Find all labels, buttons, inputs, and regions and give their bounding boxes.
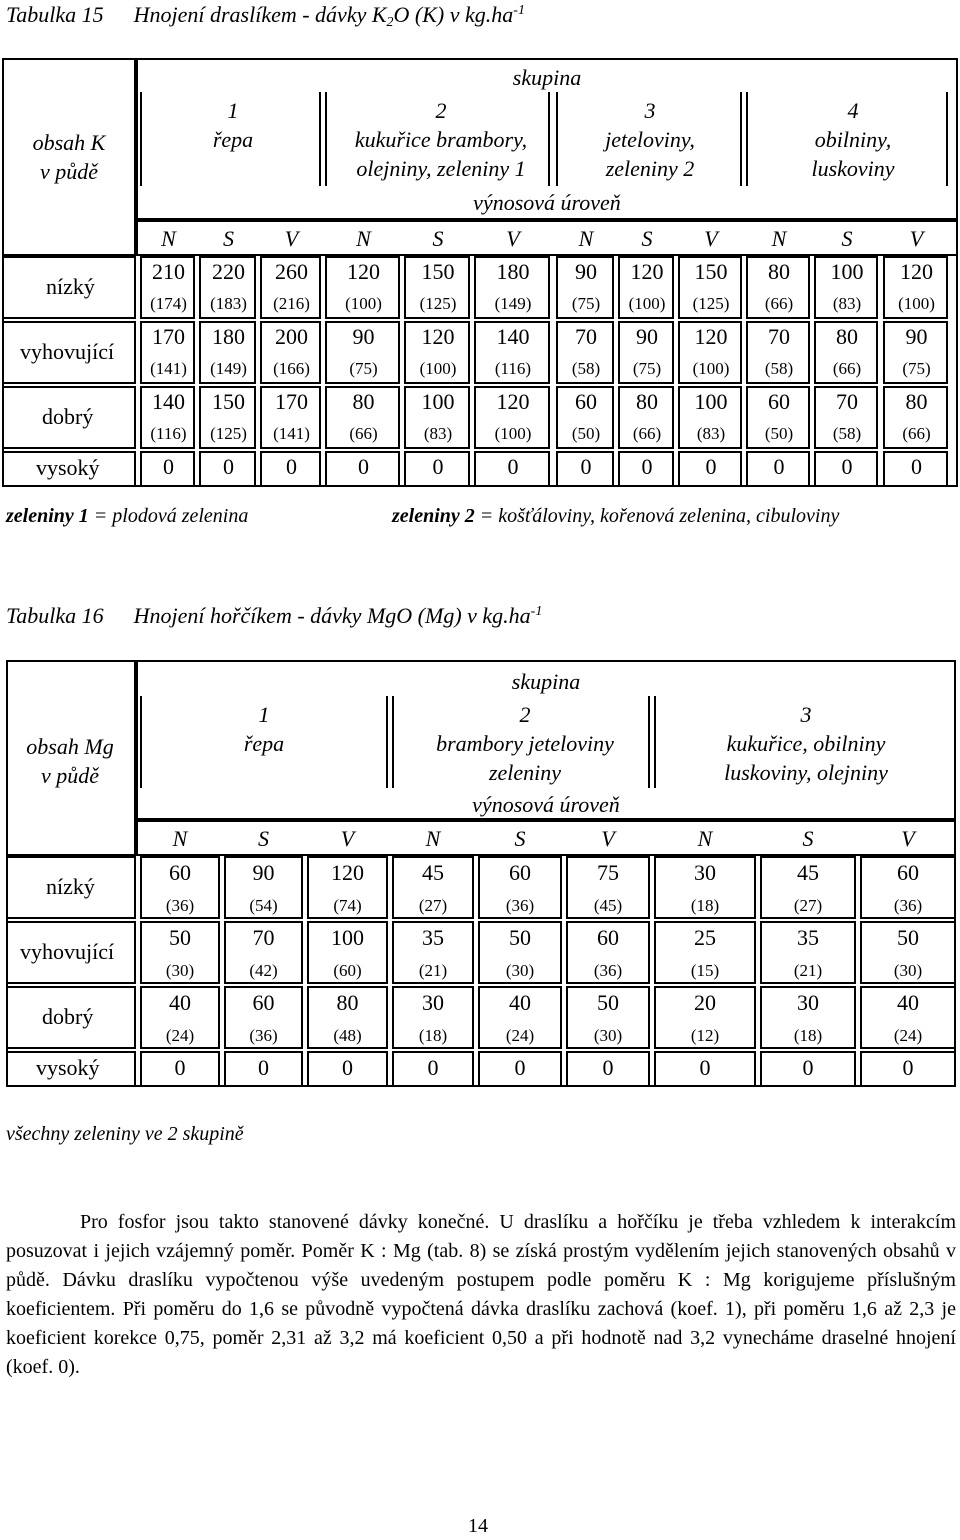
table15-note-left (6, 505, 248, 528)
element-value: (21) (793, 961, 823, 980)
dose-value: 0 (580, 454, 592, 479)
dose-value: 80 (905, 389, 928, 414)
dose-value: 150 (421, 259, 455, 284)
table16-caption-label: Tabulka 16 (6, 603, 104, 628)
dose-value: 140 (152, 389, 185, 414)
dose-value: 100 (421, 389, 455, 414)
group-label: skupina (512, 65, 582, 90)
element-value: (54) (249, 896, 278, 915)
element-value: (116) (494, 359, 532, 378)
row-label: dobrý (42, 404, 94, 429)
caption-text-part: Hnojení draslíkem - dávky K (133, 2, 387, 27)
element-value: (42) (249, 961, 278, 980)
level-letter: S (432, 226, 444, 251)
table15-caption-text (134, 2, 525, 31)
dose-value: 0 (174, 1055, 186, 1080)
dose-value: 100 (331, 925, 364, 950)
element-value: (183) (210, 294, 247, 313)
dose-value: 70 (252, 925, 275, 950)
element-value: (141) (150, 359, 187, 378)
dose-value: 0 (841, 454, 853, 479)
level-letter: S (641, 226, 653, 251)
row-header-line: v půdě (40, 763, 100, 788)
element-value: (21) (418, 961, 448, 980)
element-value: (30) (505, 961, 535, 980)
dose-value: 0 (773, 454, 785, 479)
element-value: (18) (690, 896, 720, 915)
dose-value: 80 (768, 259, 790, 284)
dose-value: 0 (286, 454, 297, 479)
level-letter: V (704, 226, 718, 251)
element-value: (58) (571, 359, 601, 378)
dose-value: 60 (768, 389, 790, 414)
group-name: olejniny, zeleniny 1 (356, 156, 526, 181)
dose-value: 80 (352, 389, 375, 414)
element-value: (83) (832, 294, 862, 313)
dose-value: 0 (163, 454, 174, 479)
dose-value: 50 (169, 925, 191, 950)
dose-value: 90 (905, 324, 928, 349)
group-name: kukuřice, obilniny (726, 731, 886, 756)
element-value: (149) (494, 294, 532, 313)
dose-value: 180 (212, 324, 245, 349)
dose-value: 90 (575, 259, 597, 284)
table15-note-right (392, 505, 839, 528)
dose-value: 60 (575, 389, 597, 414)
element-value: (75) (349, 359, 378, 378)
element-value: (66) (764, 294, 794, 313)
dose-value: 0 (427, 1055, 439, 1080)
dose-value: 60 (597, 925, 619, 950)
level-letter: V (340, 826, 355, 851)
level-letter: N (697, 826, 713, 851)
element-value: (75) (632, 359, 662, 378)
element-value: (30) (593, 1026, 623, 1045)
dose-value: 60 (509, 860, 531, 885)
caption-text-part: Hnojení hořčíkem - dávky MgO (Mg) v kg.ha (133, 603, 531, 628)
group-number: 1 (227, 98, 239, 123)
table16-caption-text (134, 603, 543, 629)
element-value: (30) (893, 961, 923, 980)
element-value: (50) (571, 424, 601, 443)
level-letter: S (514, 826, 526, 851)
dose-value: 0 (507, 454, 519, 479)
dose-value: 0 (342, 1055, 353, 1080)
dose-value: 120 (694, 324, 728, 349)
dose-value: 80 (636, 389, 658, 414)
level-letter: N (578, 226, 594, 251)
page-number: 14 (468, 1515, 488, 1537)
level-letter: V (506, 226, 520, 251)
group-name: zeleniny (488, 760, 562, 785)
caption-subscript: 2 (386, 15, 394, 30)
group-name: luskoviny (811, 156, 895, 181)
dose-value: 200 (275, 324, 308, 349)
dose-value: 40 (169, 990, 191, 1015)
body-paragraph (6, 1208, 956, 1382)
table15-frame (2, 58, 958, 487)
row-label: nízký (46, 874, 95, 899)
level-label: výnosová úroveň (473, 190, 621, 215)
dose-value: 0 (641, 454, 653, 479)
element-value: (24) (505, 1026, 535, 1045)
level-letter: S (258, 826, 269, 851)
dose-value: 100 (830, 259, 864, 284)
dose-value: 90 (636, 324, 658, 349)
element-value: (36) (893, 896, 923, 915)
dose-value: 0 (514, 1055, 526, 1080)
level-label: výnosová úroveň (472, 792, 620, 817)
element-value: (27) (418, 896, 448, 915)
group-name: luskoviny, olejniny (724, 760, 888, 785)
dose-value: 170 (275, 389, 308, 414)
table15-caption-label: Tabulka 15 (6, 2, 104, 27)
group-name: brambory jeteloviny (436, 731, 614, 756)
dose-value: 260 (275, 259, 308, 284)
level-letter: N (771, 226, 787, 251)
element-value: (27) (793, 896, 823, 915)
element-value: (60) (333, 961, 362, 980)
group-number: 1 (258, 702, 270, 727)
dose-value: 40 (897, 990, 919, 1015)
table15-caption (6, 2, 525, 31)
note-text: = košťáloviny, kořenová zelenina, cibuloviny (474, 505, 840, 527)
element-value: (100) (692, 359, 730, 378)
dose-value: 120 (347, 259, 380, 284)
group-number: 3 (644, 98, 656, 123)
group-number: 3 (800, 702, 812, 727)
dose-value: 30 (694, 860, 716, 885)
group-label: skupina (511, 669, 581, 694)
note-term: zeleniny 2 (392, 505, 475, 527)
element-value: (58) (832, 424, 862, 443)
caption-superscript: -1 (530, 604, 543, 619)
element-value: (48) (333, 1026, 362, 1045)
element-value: (149) (210, 359, 247, 378)
element-value: (116) (150, 424, 187, 443)
dose-value: 80 (336, 990, 359, 1015)
dose-value: 50 (509, 925, 531, 950)
dose-value: 50 (897, 925, 919, 950)
dose-value: 90 (252, 860, 275, 885)
element-value: (18) (793, 1026, 823, 1045)
element-value: (45) (593, 896, 623, 915)
element-value: (83) (423, 424, 453, 443)
element-value: (15) (690, 961, 720, 980)
row-label: nízký (46, 274, 95, 299)
dose-value: 20 (694, 990, 716, 1015)
dose-value: 220 (212, 259, 245, 284)
element-value: (50) (764, 424, 794, 443)
group-name: obilniny, (814, 127, 892, 152)
caption-superscript: -1 (513, 3, 525, 18)
dose-value: 35 (422, 925, 444, 950)
element-value: (125) (210, 424, 247, 443)
element-value: (66) (349, 424, 378, 443)
row-label: vyhovující (20, 939, 115, 964)
dose-value: 0 (258, 1055, 269, 1080)
group-name: jeteloviny, (605, 127, 695, 152)
level-letter: V (901, 826, 915, 851)
dose-value: 60 (169, 860, 191, 885)
element-value: (66) (902, 424, 931, 443)
dose-value: 35 (797, 925, 819, 950)
dose-value: 140 (496, 324, 530, 349)
element-value: (74) (333, 896, 362, 915)
dose-value: 0 (432, 454, 444, 479)
dose-value: 45 (422, 860, 444, 885)
dose-value: 210 (152, 259, 185, 284)
dose-value: 25 (694, 925, 716, 950)
element-value: (174) (150, 294, 187, 313)
element-value: (141) (273, 424, 310, 443)
dose-value: 120 (496, 389, 530, 414)
dose-value: 150 (212, 389, 245, 414)
element-value: (18) (418, 1026, 448, 1045)
element-value: (100) (628, 294, 666, 313)
dose-value: 120 (421, 324, 455, 349)
dose-value: 0 (802, 1055, 814, 1080)
level-letter: N (356, 226, 371, 251)
element-value: (36) (249, 1026, 278, 1045)
dose-value: 120 (331, 860, 364, 885)
dose-value: 0 (699, 1055, 711, 1080)
element-value: (125) (692, 294, 730, 313)
element-value: (36) (505, 896, 535, 915)
element-value: (100) (345, 294, 382, 313)
element-value: (100) (419, 359, 457, 378)
group-number: 2 (519, 702, 531, 727)
element-value: (166) (273, 359, 310, 378)
group-name: řepa (243, 731, 285, 756)
dose-value: 120 (900, 259, 933, 284)
element-value: (24) (165, 1026, 195, 1045)
level-letter: S (802, 826, 814, 851)
dose-value: 70 (836, 389, 858, 414)
row-label: vysoký (36, 1055, 100, 1080)
dose-value: 0 (602, 1055, 614, 1080)
caption-text-part: O (K) v kg.ha (393, 2, 514, 27)
dose-value: 50 (597, 990, 619, 1015)
dose-value: 60 (897, 860, 919, 885)
group-name: řepa (212, 127, 254, 152)
level-letter: S (223, 226, 234, 251)
table16-frame (6, 660, 956, 1087)
dose-value: 0 (705, 454, 717, 479)
table16-caption (6, 603, 542, 629)
dose-value: 45 (797, 860, 819, 885)
group-name: zeleniny 2 (605, 156, 695, 181)
dose-value: 180 (496, 259, 530, 284)
element-value: (58) (764, 359, 794, 378)
element-value: (125) (419, 294, 457, 313)
dose-value: 90 (352, 324, 375, 349)
row-header-line: obsah K (32, 130, 106, 155)
dose-value: 70 (768, 324, 790, 349)
level-letter: N (161, 226, 176, 251)
element-value: (75) (571, 294, 601, 313)
group-number: 2 (435, 98, 447, 123)
element-value: (66) (832, 359, 862, 378)
group-number: 4 (847, 98, 859, 123)
level-letter: V (601, 826, 615, 851)
level-letter: N (425, 826, 441, 851)
element-value: (100) (494, 424, 532, 443)
element-value: (24) (893, 1026, 923, 1045)
row-header-line: obsah Mg (26, 734, 114, 759)
level-letter: N (172, 826, 188, 851)
dose-value: 30 (422, 990, 444, 1015)
dose-value: 0 (358, 454, 369, 479)
element-value: (30) (165, 961, 195, 980)
element-value: (75) (902, 359, 931, 378)
row-label: vysoký (36, 455, 100, 480)
dose-value: 0 (223, 454, 234, 479)
dose-value: 120 (630, 259, 664, 284)
dose-value: 170 (152, 324, 185, 349)
dose-value: 30 (797, 990, 819, 1015)
level-letter: S (841, 226, 853, 251)
dose-value: 40 (509, 990, 531, 1015)
dose-value: 60 (252, 990, 275, 1015)
paragraph-text: Pro fosfor jsou takto stanovené dávky konečné. U draslíku a hořčíku je třeba vzhledem k interakcím posuzovat i jejich vzájemný poměr. Poměr K : Mg (tab. 8) se získá prostým vydělením jejich stanovených obsahů v půdě. Dávku draslíku vypočtenou výše uvedeným postupem podle poměru K : Mg korigujeme příslušným koeficientem. Při poměru do 1,6 se původně vypočtená dávka draslíku zachová (koef. 1), při poměru 1,6 až 2,3 je koeficient korekce 0,75, poměr 2,31 až 3,2 má koeficient 0,50 a při hodnotě nad 3,2 vynecháme draselné hnojení (koef. 0). (6, 1211, 956, 1378)
level-letter: V (284, 226, 299, 251)
element-value: (36) (165, 896, 195, 915)
note-term: zeleniny 1 (6, 505, 89, 527)
element-value: (66) (632, 424, 662, 443)
dose-value: 70 (575, 324, 597, 349)
dose-value: 0 (902, 1055, 914, 1080)
element-value: (36) (593, 961, 623, 980)
row-label: dobrý (42, 1004, 94, 1029)
level-letter: V (909, 226, 924, 251)
dose-value: 75 (597, 860, 619, 885)
group-name: kukuřice brambory, (354, 127, 528, 152)
element-value: (100) (898, 294, 935, 313)
dose-value: 80 (836, 324, 858, 349)
element-value: (83) (696, 424, 726, 443)
table16-note: všechny zeleniny ve 2 skupině (6, 1123, 244, 1145)
row-label: vyhovující (20, 339, 115, 364)
note-text: = plodová zelenina (88, 505, 249, 527)
element-value: (12) (690, 1026, 720, 1045)
row-header-line: v půdě (39, 159, 99, 184)
dose-value: 100 (694, 389, 728, 414)
dose-value: 150 (694, 259, 728, 284)
element-value: (216) (273, 294, 310, 313)
dose-value: 0 (911, 454, 922, 479)
